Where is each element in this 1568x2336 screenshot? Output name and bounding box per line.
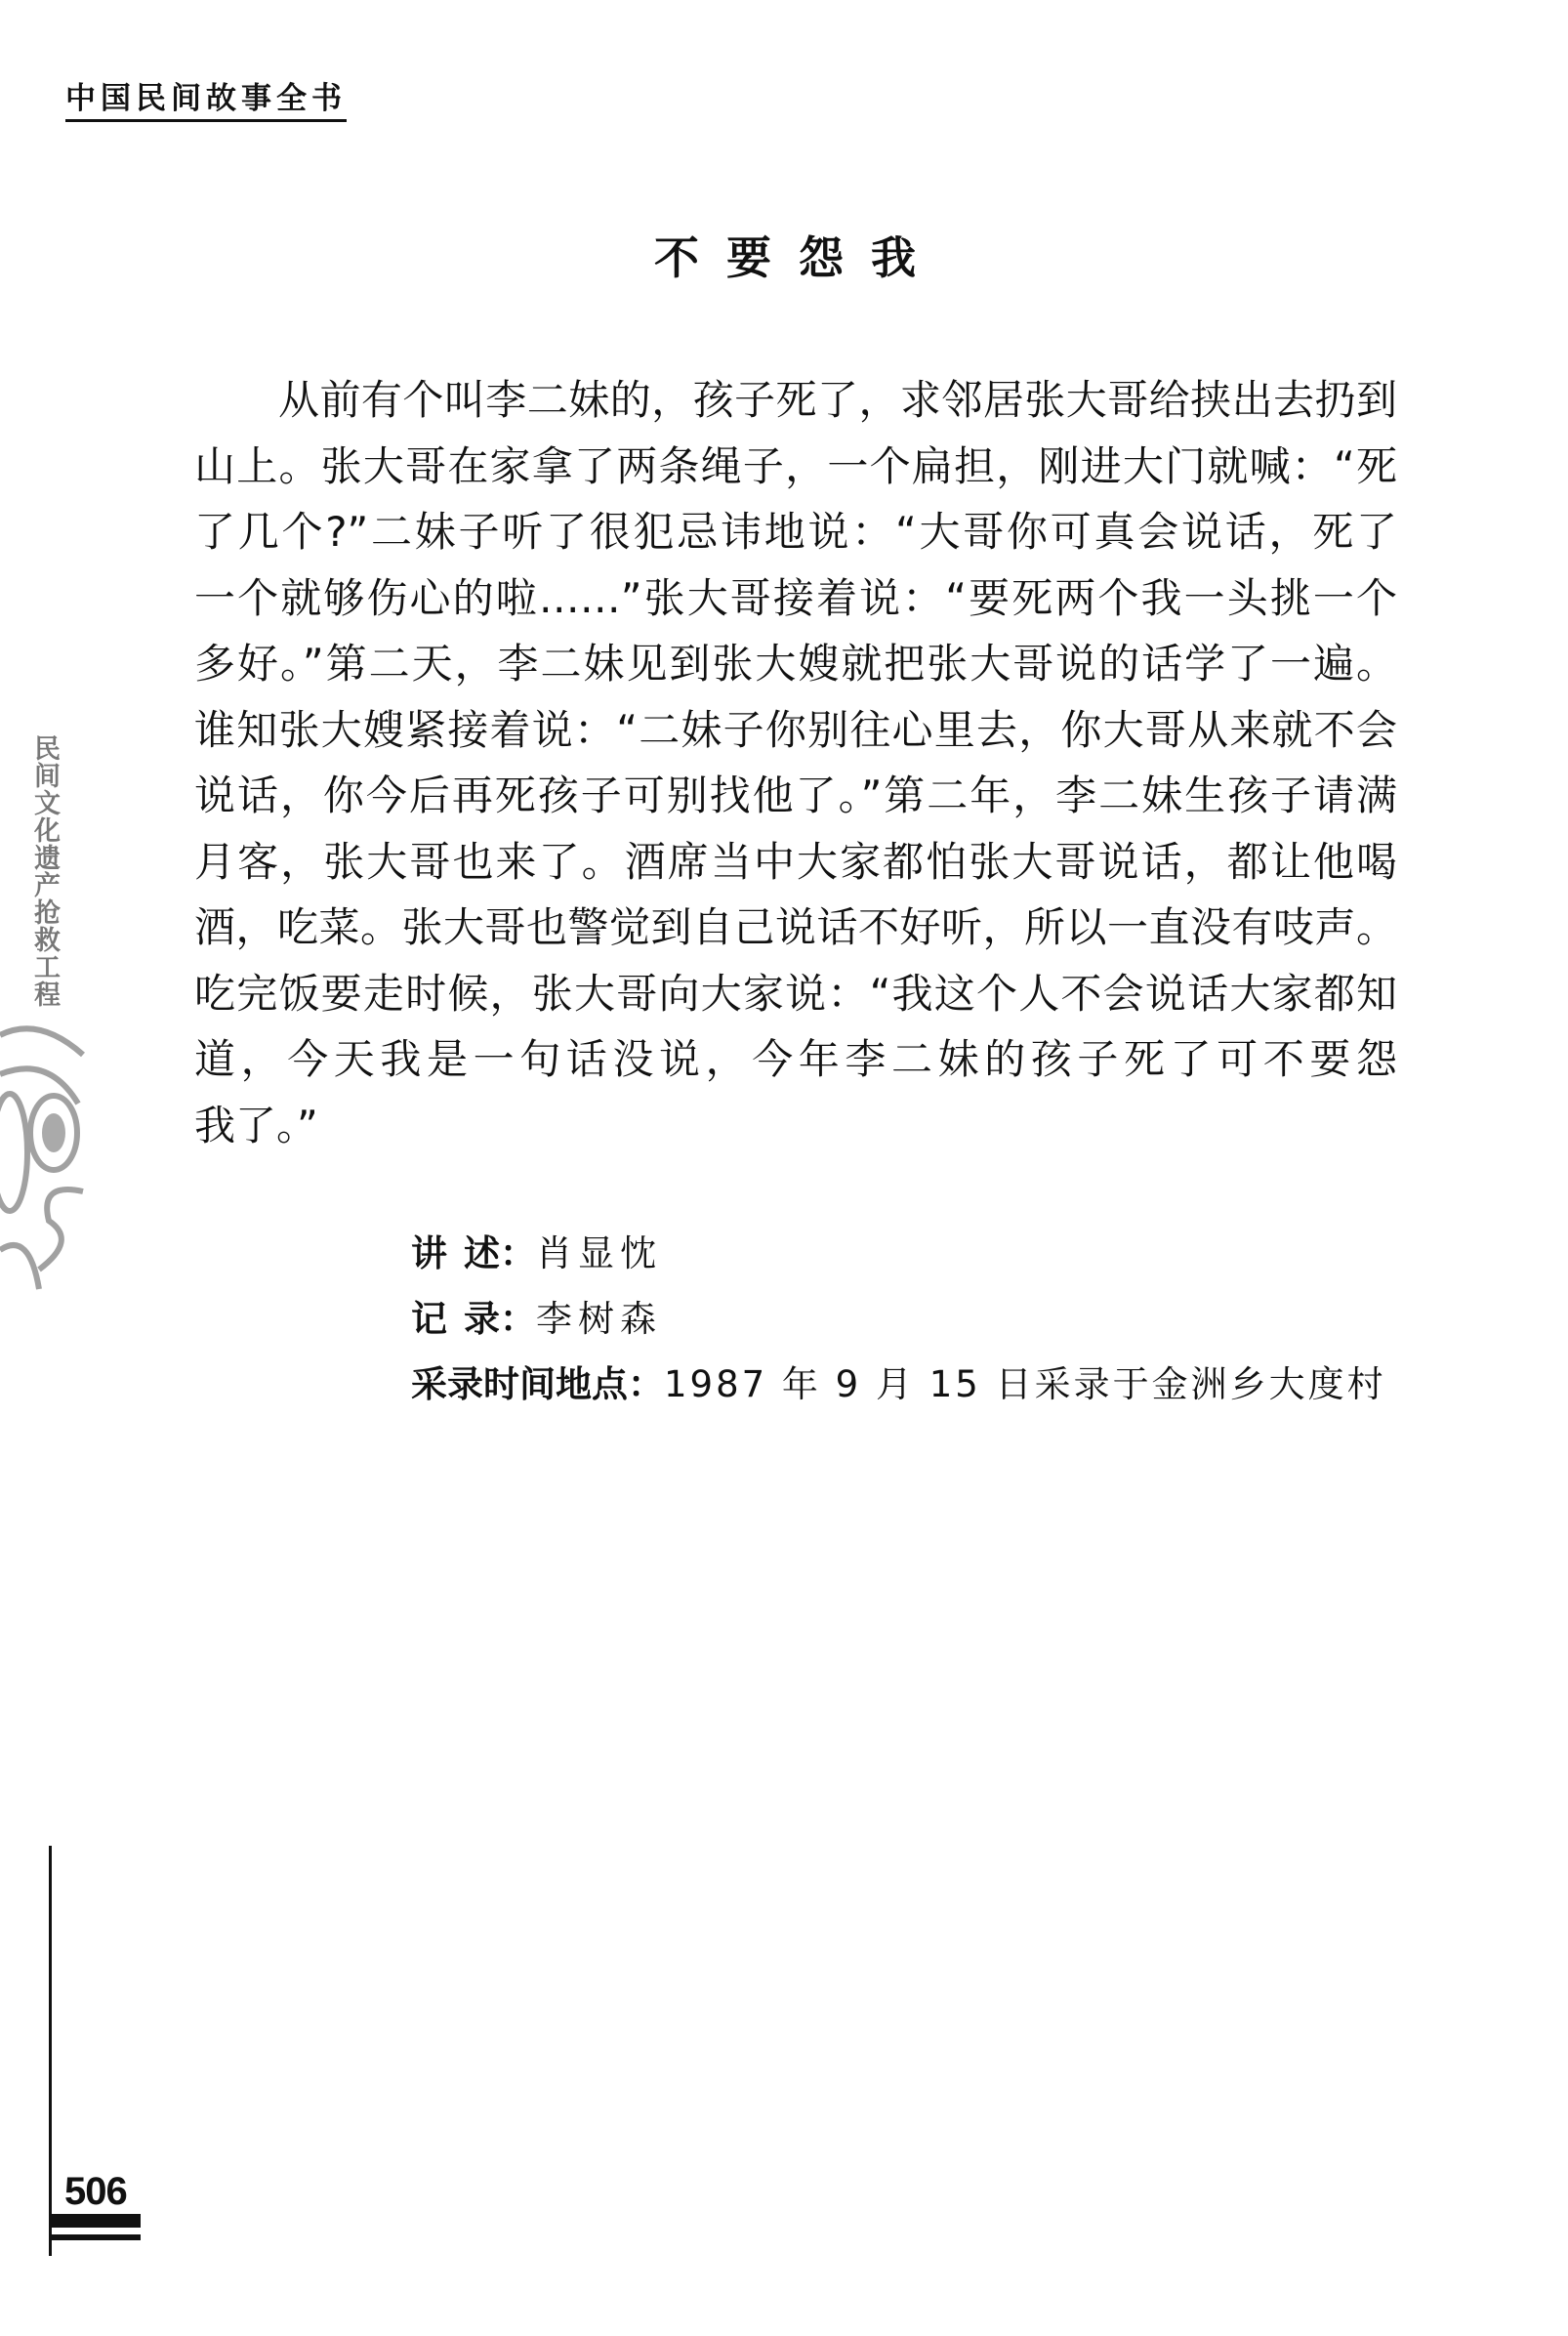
story-line: 一个就够伤心的啦……”张大哥接着说：“要死两个我一头挑一个 — [194, 573, 1397, 622]
story-line: 谁知张大嫂紧接着说：“二妹子你别往心里去，你大哥从来就不会 — [194, 705, 1397, 754]
story-title: 不要怨我 — [654, 231, 943, 284]
footer-bar-thin — [50, 2234, 141, 2240]
margin-rule — [49, 1846, 52, 2256]
story-line: 月客，张大哥也来了。酒席当中大家都怕张大哥说话，都让他喝 — [194, 837, 1397, 886]
story-line: 我了。” — [194, 1101, 318, 1149]
narrator-label-b: 述： — [464, 1232, 536, 1274]
story-line: 了几个?”二妹子听了很犯忌讳地说：“大哥你可真会说话，死了 — [194, 508, 1397, 556]
recorder-row — [411, 1286, 1386, 1352]
story-line: 吃完饭要走时候，张大哥向大家说：“我这个人不会说话大家都知 — [194, 969, 1397, 1018]
credits — [411, 1221, 1386, 1417]
page-number: 506 — [64, 2170, 127, 2213]
story-body — [194, 367, 1397, 1158]
running-header: 中国民间故事全书 — [65, 80, 347, 122]
narrator-name: 肖显忱 — [536, 1232, 662, 1274]
story-line: 说话，你今后再死孩子可别找他了。”第二年，李二妹生孩子请满 — [194, 772, 1397, 819]
recorder-name: 李树森 — [536, 1298, 662, 1340]
narrator-label-a: 讲 — [411, 1232, 447, 1274]
time-place-value: 1987 年 9 月 15 日采录于金洲乡大度村 — [664, 1363, 1386, 1405]
story-line: 山上。张大哥在家拿了两条绳子，一个扁担，刚进大门就喊：“死 — [194, 441, 1397, 490]
side-banner-text: 民间文化遗产抢救工程 — [29, 734, 60, 1008]
story-line: 道，今天我是一句话没说，今年李二妹的孩子死了可不要怨 — [194, 1035, 1397, 1083]
recorder-label-a: 记 — [411, 1298, 447, 1340]
time-place-label: 采录时间地点： — [411, 1363, 664, 1405]
narrator-row — [411, 1221, 1386, 1286]
recorder-label — [411, 1286, 536, 1352]
story-line: 从前有个叫李二妹的，孩子死了，求邻居张大哥给挟出去扔到 — [278, 376, 1397, 424]
recorder-label-b: 录： — [464, 1298, 536, 1340]
footer-bar-thick — [50, 2214, 141, 2228]
time-place-row — [411, 1352, 1386, 1417]
story-line: 酒，吃菜。张大哥也警觉到自己说话不好听，所以一直没有吱声。 — [194, 903, 1397, 951]
story-line: 多好。”第二天，李二妹见到张大嫂就把张大哥说的话学了一遍。 — [194, 640, 1397, 688]
narrator-label — [411, 1221, 536, 1286]
